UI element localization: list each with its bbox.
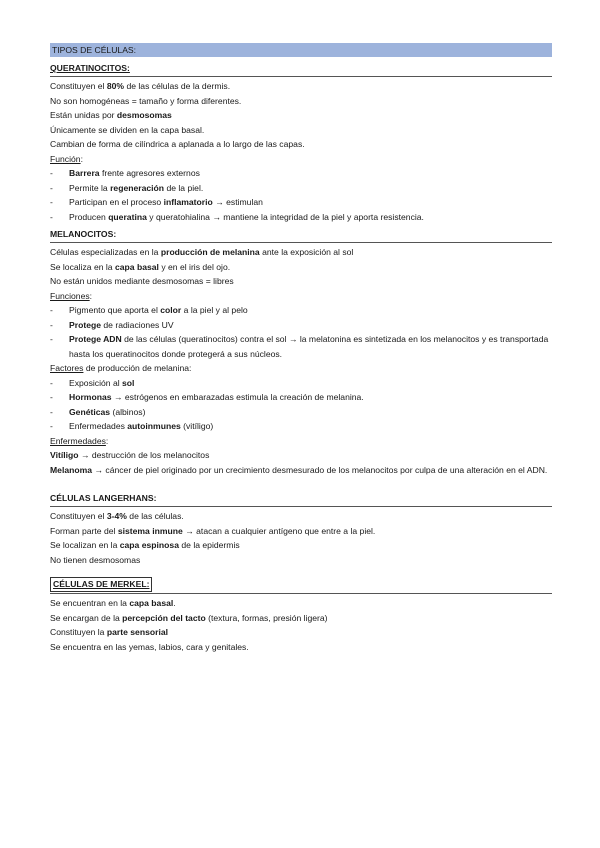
- section-divider: [50, 593, 552, 594]
- list-item: - Barrera frente agresores externos: [50, 166, 552, 181]
- text-line: Vitíligo → destrucción de los melanocitos: [50, 450, 210, 460]
- text-line: No son homogéneas = tamaño y forma diferentes.: [50, 95, 242, 106]
- text-line: Constituyen el 80% de las células de la dermis.: [50, 81, 231, 91]
- page-title: TIPOS DE CÉLULAS:: [50, 43, 552, 57]
- subheading-funcion: Función:: [50, 153, 83, 164]
- text-line: Se localizan en la capa espinosa de la epidermis: [50, 540, 240, 550]
- text-line: Se encuentran en la capa basal.: [50, 598, 176, 608]
- list-item: - Genéticas (albinos): [50, 405, 552, 420]
- text-line: Se encuentra en las yemas, labios, cara y genitales.: [50, 641, 249, 652]
- text-line: Forman parte del sistema inmune → atacan a cualquier antígeno que entre a la piel.: [50, 525, 376, 536]
- section-heading-langerhans: CÉLULAS LANGERHANS:: [50, 493, 157, 503]
- text-line: Cambian de forma de cilíndrica a aplanada a lo largo de las capas.: [50, 139, 305, 149]
- section-divider: [50, 76, 552, 77]
- subheading-enfermedades: Enfermedades:: [50, 435, 109, 446]
- section-heading-wrapper: [50, 577, 552, 592]
- list-item: - Enfermedades autoinmunes (vitíligo): [50, 419, 552, 434]
- subheading-funciones: Funciones:: [50, 290, 93, 301]
- list-item: - Hormonas → estrógenos en embarazadas estimula la creación de melanina.: [50, 390, 552, 405]
- subheading-factores: Factores de producción de melanina:: [50, 363, 192, 373]
- section-heading-melanocitos: MELANOCITOS:: [50, 229, 117, 239]
- list-item: - Protege ADN de las células (queratinocitos) contra el sol → la melatonina es sintetizada en los melanocitos y es transportada hasta los queratinocitos donde protegerá a sus núcleos.: [50, 332, 552, 361]
- list-item: - Producen queratina y queratohialina → mantiene la integridad de la piel y aporta resistencia.: [50, 210, 552, 225]
- text-line: Se localiza en la capa basal y en el iris del ojo.: [50, 261, 231, 272]
- text-line: Están unidas por desmosomas: [50, 110, 172, 120]
- text-line: Células especializadas en la producción de melanina ante la exposición al sol: [50, 247, 354, 257]
- text-line: No están unidos mediante desmosomas = libres: [50, 276, 234, 286]
- list-item: - Exposición al sol: [50, 376, 552, 391]
- text-line: Se encargan de la percepción del tacto (textura, formas, presión ligera): [50, 612, 328, 623]
- text-line: Constituyen la parte sensorial: [50, 627, 168, 637]
- section-heading-queratinocitos: QUERATINOCITOS:: [50, 63, 130, 73]
- text-line: No tienen desmosomas: [50, 554, 141, 565]
- text-line: Melanoma → cáncer de piel originado por un crecimiento desmesurado de los melanocitos por culpa de una alteración en el ADN.: [50, 464, 548, 475]
- document-page: [50, 43, 552, 654]
- list-item: - Participan en el proceso inflamatorio → estimulan: [50, 195, 552, 210]
- spacer: [50, 477, 552, 487]
- text-line: Constituyen el 3-4% de las células.: [50, 511, 184, 521]
- spacer: [50, 567, 552, 577]
- list-item: - Permite la regeneración de la piel.: [50, 181, 552, 196]
- section-divider: [50, 242, 552, 243]
- list-item: - Pigmento que aporta el color a la piel y al pelo: [50, 303, 552, 318]
- section-divider: [50, 506, 552, 507]
- text-line: Únicamente se dividen en la capa basal.: [50, 124, 205, 135]
- section-heading-merkel: CÉLULAS DE MERKEL:: [50, 577, 152, 592]
- list-item: - Protege de radiaciones UV: [50, 318, 552, 333]
